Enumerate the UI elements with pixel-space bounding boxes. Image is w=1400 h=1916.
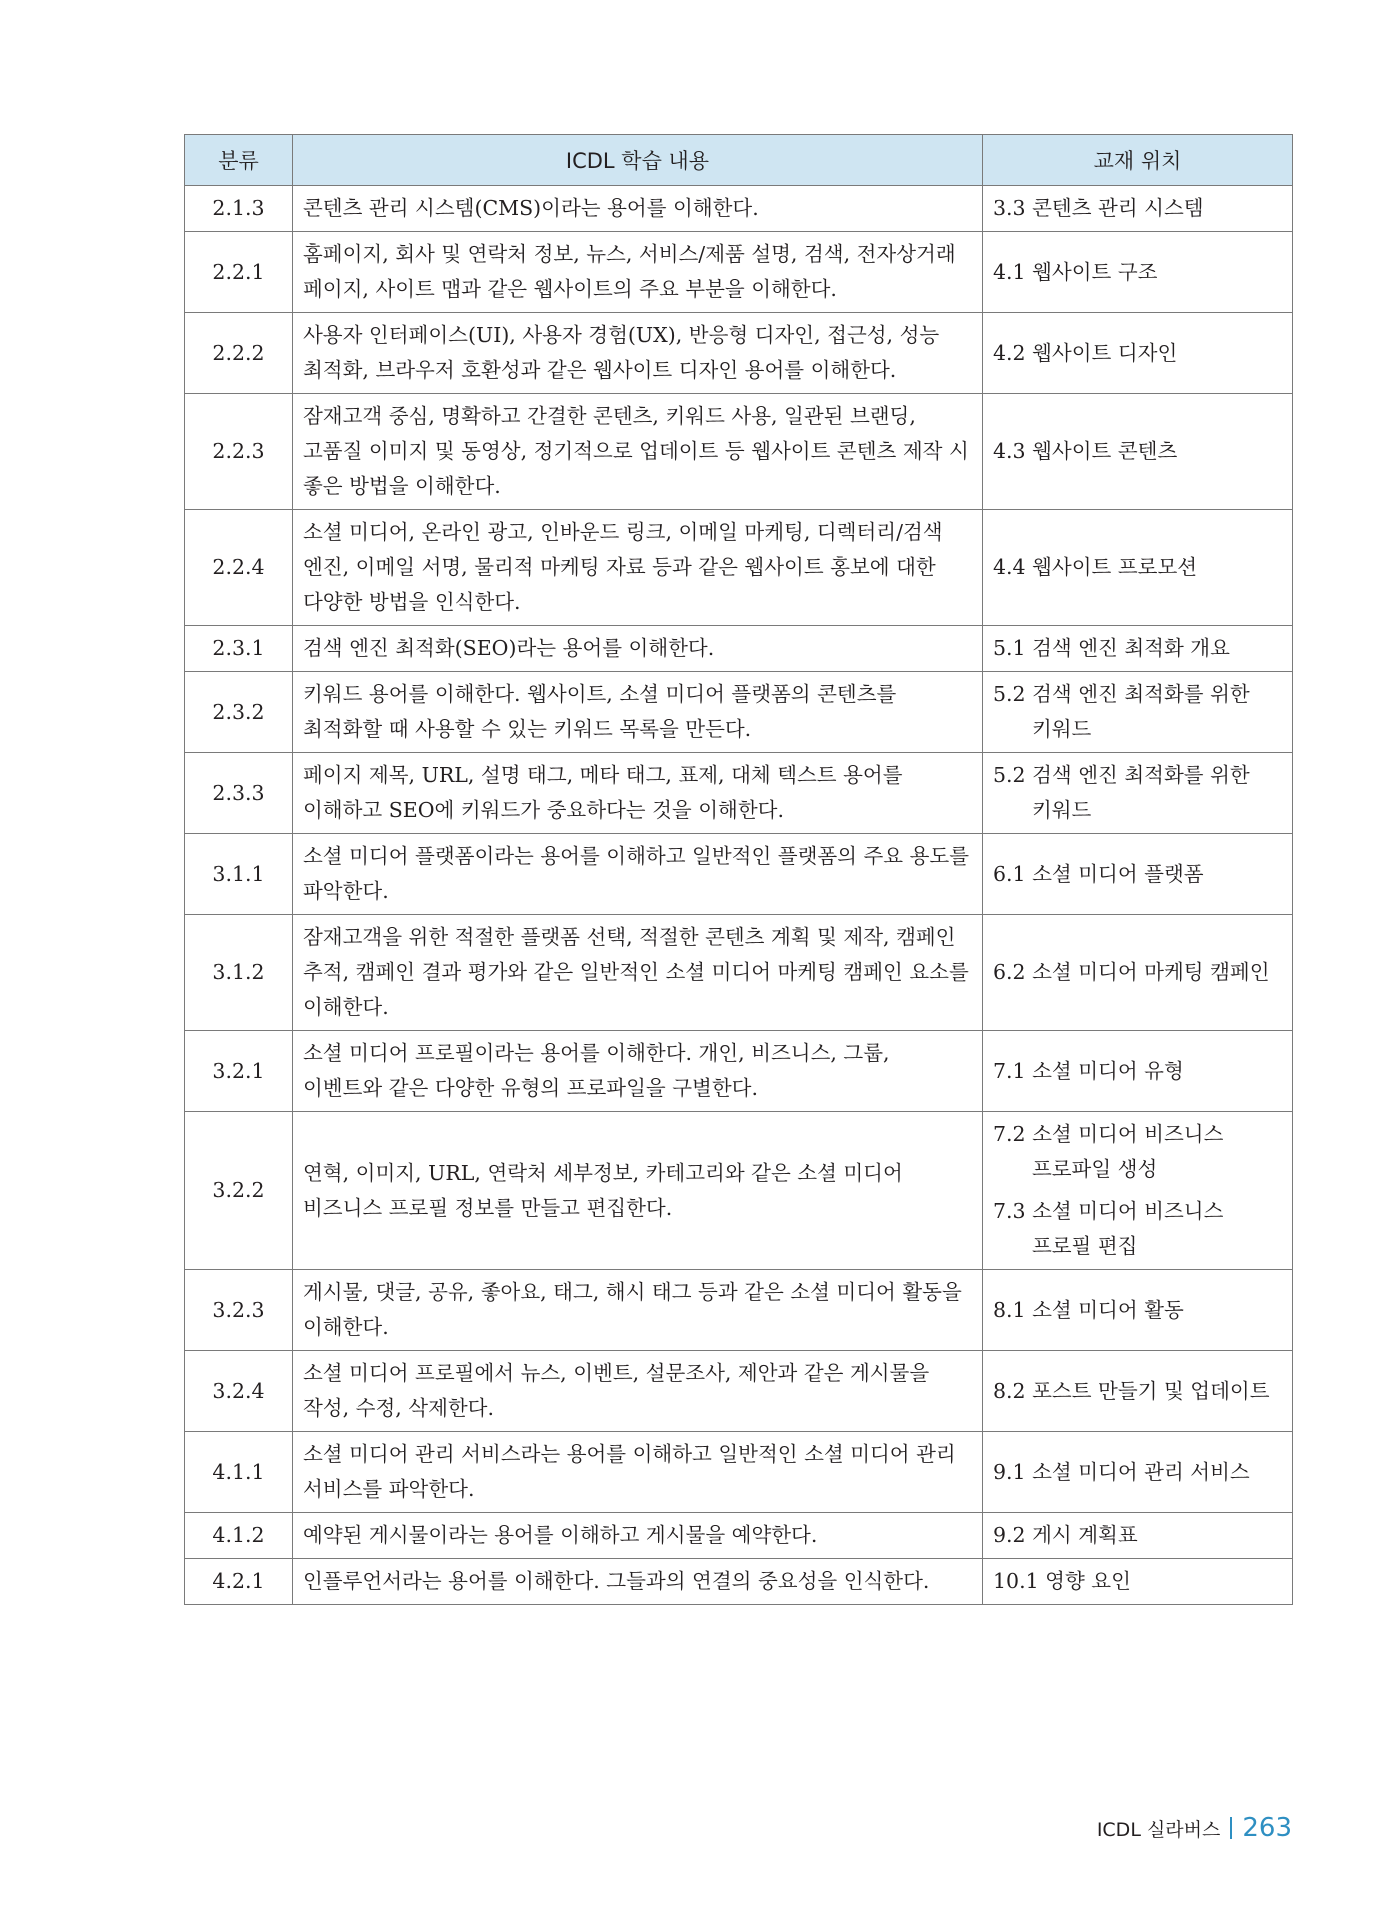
location-entry: 6.2 소셜 미디어 마케팅 캠페인 (993, 960, 1270, 984)
location-entry: 10.1 영향 요인 (993, 1569, 1131, 1593)
location-entry: 8.2 포스트 만들기 및 업데이트 (993, 1378, 1270, 1403)
category-code: 3.2.2 (185, 1112, 293, 1270)
learning-content: 잠재고객 중심, 명확하고 간결한 콘텐츠, 키워드 사용, 일관된 브랜딩, 고품질 이미지 및 동영상, 정기적으로 업데이트 등 웹사이트 콘텐츠 제작 시 좋은 방법을 이해한다. (293, 394, 983, 510)
location-entry: 9.2 게시 계획표 (993, 1523, 1138, 1547)
learning-content: 잠재고객을 위한 적절한 플랫폼 선택, 적절한 콘텐츠 계획 및 제작, 캠페인 추적, 캠페인 결과 평가와 같은 일반적인 소셜 미디어 마케팅 캠페인 요소를 이해한다. (293, 915, 983, 1031)
category-code: 3.1.2 (185, 915, 293, 1031)
location-entry: 4.3 웹사이트 콘텐츠 (993, 439, 1178, 463)
location-entry: 5.1 검색 엔진 최적화 개요 (993, 636, 1230, 660)
textbook-location (983, 1031, 1293, 1112)
learning-content: 소셜 미디어, 온라인 광고, 인바운드 링크, 이메일 마케팅, 디렉터리/검색 엔진, 이메일 서명, 물리적 마케팅 자료 등과 같은 웹사이트 홍보에 대한 다양한 방법을 인식한다. (293, 510, 983, 626)
header-category: 분류 (185, 135, 293, 186)
learning-content: 연혁, 이미지, URL, 연락처 세부정보, 카테고리와 같은 소셜 미디어 비즈니스 프로필 정보를 만들고 편집한다. (293, 1112, 983, 1270)
category-code: 2.2.1 (185, 232, 293, 313)
table-row (185, 1559, 1293, 1605)
category-code: 2.3.1 (185, 626, 293, 672)
textbook-location (983, 1112, 1293, 1270)
table-row (185, 394, 1293, 510)
table-row (185, 834, 1293, 915)
category-code: 3.1.1 (185, 834, 293, 915)
category-code: 2.2.4 (185, 510, 293, 626)
category-code: 2.2.3 (185, 394, 293, 510)
location-entry: 4.2 웹사이트 디자인 (993, 340, 1178, 365)
table-row (185, 753, 1293, 834)
textbook-location (983, 834, 1293, 915)
table-row (185, 1513, 1293, 1559)
table-row (185, 1351, 1293, 1432)
category-code: 4.1.1 (185, 1432, 293, 1513)
learning-content: 홈페이지, 회사 및 연락처 정보, 뉴스, 서비스/제품 설명, 검색, 전자상거래 페이지, 사이트 맵과 같은 웹사이트의 주요 부분을 이해한다. (293, 232, 983, 313)
textbook-location (983, 313, 1293, 394)
learning-content: 예약된 게시물이라는 용어를 이해하고 게시물을 예약한다. (293, 1513, 983, 1559)
footer-divider (1230, 1817, 1232, 1839)
location-entry: 5.2 검색 엔진 최적화를 위한 키워드 (993, 682, 1250, 741)
category-code: 3.2.4 (185, 1351, 293, 1432)
header-content: ICDL 학습 내용 (293, 135, 983, 186)
textbook-location (983, 186, 1293, 232)
learning-content: 소셜 미디어 프로필이라는 용어를 이해한다. 개인, 비즈니스, 그룹, 이벤트와 같은 다양한 유형의 프로파일을 구별한다. (293, 1031, 983, 1112)
category-code: 3.2.3 (185, 1270, 293, 1351)
category-code: 2.1.3 (185, 186, 293, 232)
learning-content: 게시물, 댓글, 공유, 좋아요, 태그, 해시 태그 등과 같은 소셜 미디어 활동을 이해한다. (293, 1270, 983, 1351)
textbook-location (983, 232, 1293, 313)
textbook-location (983, 1432, 1293, 1513)
location-entry: 7.1 소셜 미디어 유형 (993, 1058, 1184, 1083)
category-code: 2.2.2 (185, 313, 293, 394)
table-row (185, 1270, 1293, 1351)
table-row (185, 186, 1293, 232)
textbook-location (983, 510, 1293, 626)
header-location: 교재 위치 (983, 135, 1293, 186)
table-row (185, 232, 1293, 313)
category-code: 4.1.2 (185, 1513, 293, 1559)
learning-content: 콘텐츠 관리 시스템(CMS)이라는 용어를 이해한다. (293, 186, 983, 232)
textbook-location (983, 1351, 1293, 1432)
location-entry: 6.1 소셜 미디어 플랫폼 (993, 861, 1204, 886)
learning-content: 사용자 인터페이스(UI), 사용자 경험(UX), 반응형 디자인, 접근성, 성능 최적화, 브라우저 호환성과 같은 웹사이트 디자인 용어를 이해한다. (293, 313, 983, 394)
table-row (185, 626, 1293, 672)
table-row (185, 313, 1293, 394)
learning-content: 페이지 제목, URL, 설명 태그, 메타 태그, 표제, 대체 텍스트 용어를 이해하고 SEO에 키워드가 중요하다는 것을 이해한다. (293, 753, 983, 834)
table-row (185, 672, 1293, 753)
learning-content: 인플루언서라는 용어를 이해한다. 그들과의 연결의 중요성을 인식한다. (293, 1559, 983, 1605)
table-body (185, 186, 1293, 1605)
table-row (185, 915, 1293, 1031)
textbook-location (983, 626, 1293, 672)
learning-content: 소셜 미디어 프로필에서 뉴스, 이벤트, 설문조사, 제안과 같은 게시물을 작성, 수정, 삭제한다. (293, 1351, 983, 1432)
textbook-location (983, 753, 1293, 834)
textbook-location (983, 672, 1293, 753)
location-entry: 4.1 웹사이트 구조 (993, 259, 1158, 284)
table-row (185, 1432, 1293, 1513)
learning-content: 소셜 미디어 관리 서비스라는 용어를 이해하고 일반적인 소셜 미디어 관리 서비스를 파악한다. (293, 1432, 983, 1513)
location-entry: 5.2 검색 엔진 최적화를 위한 키워드 (993, 763, 1250, 822)
textbook-location (983, 1513, 1293, 1559)
location-entry: 3.3 콘텐츠 관리 시스템 (993, 196, 1204, 220)
table-row (185, 1031, 1293, 1112)
textbook-location (983, 915, 1293, 1031)
table-row (185, 1112, 1293, 1270)
learning-content: 검색 엔진 최적화(SEO)라는 용어를 이해한다. (293, 626, 983, 672)
location-entry: 7.2 소셜 미디어 비즈니스 프로파일 생성 (993, 1122, 1224, 1181)
location-entry: 9.1 소셜 미디어 관리 서비스 (993, 1459, 1250, 1484)
textbook-location (983, 1559, 1293, 1605)
category-code: 4.2.1 (185, 1559, 293, 1605)
category-code: 2.3.2 (185, 672, 293, 753)
page-footer (1097, 1813, 1292, 1843)
category-code: 2.3.3 (185, 753, 293, 834)
location-entry: 7.3 소셜 미디어 비즈니스 프로필 편집 (993, 1199, 1224, 1258)
syllabus-table (184, 134, 1293, 1605)
page-number: 263 (1242, 1813, 1292, 1843)
category-code: 3.2.1 (185, 1031, 293, 1112)
textbook-location (983, 1270, 1293, 1351)
textbook-location (983, 394, 1293, 510)
location-entry: 4.4 웹사이트 프로모션 (993, 555, 1198, 579)
footer-title: ICDL 실라버스 (1096, 1818, 1221, 1841)
learning-content: 키워드 용어를 이해한다. 웹사이트, 소셜 미디어 플랫폼의 콘텐츠를 최적화할 때 사용할 수 있는 키워드 목록을 만든다. (293, 672, 983, 753)
table-header-row (185, 135, 1293, 186)
table-row (185, 510, 1293, 626)
location-entry: 8.1 소셜 미디어 활동 (993, 1297, 1184, 1322)
learning-content: 소셜 미디어 플랫폼이라는 용어를 이해하고 일반적인 플랫폼의 주요 용도를 파악한다. (293, 834, 983, 915)
